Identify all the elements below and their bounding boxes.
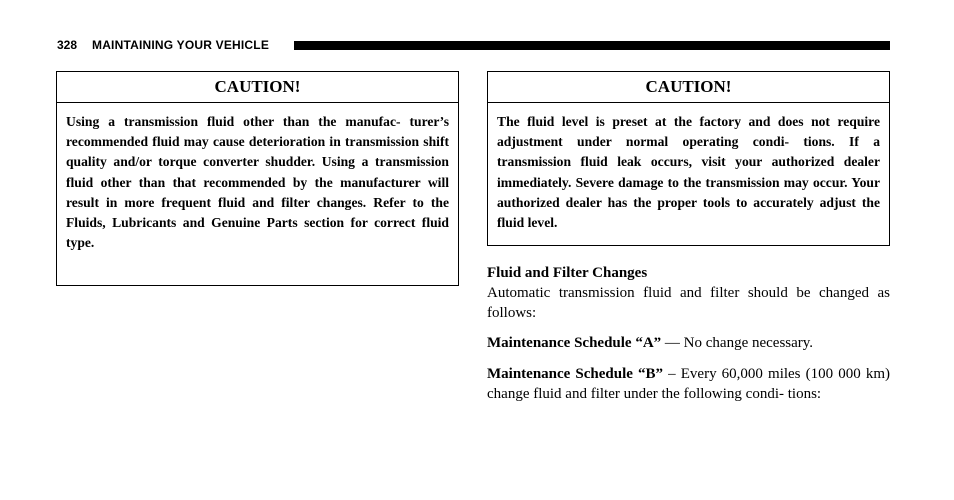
intro-paragraph: Automatic transmission fluid and filter should be changed as follows:: [487, 285, 890, 321]
schedule-a-paragraph: [487, 333, 890, 353]
page-header: [57, 38, 890, 52]
schedule-a-text: — No change necessary.: [661, 335, 814, 351]
schedule-b-text: – Every 60,000 miles (100 000 km) change fluid and filter under the following condi- tions:: [487, 366, 890, 402]
page-number: 328: [57, 38, 78, 52]
section-title: MAINTAINING YOUR VEHICLE: [92, 38, 270, 52]
caution-body: The fluid level is preset at the factory and does not require adjustment under normal operating condi- tions. If a transmission fluid leak occurs, visit your authorized dealer immediately. Severe damage to the transmission may occur. Your authorized dealer has the proper tools to accurately adjust the fluid level.: [497, 114, 880, 231]
caution-box-left: [56, 71, 459, 286]
schedule-b-paragraph: [487, 364, 890, 404]
caution-body: Using a transmission fluid other than the manufac- turer’s recommended fluid may cause deterioration in transmission shift quality and/or torque converter shudder. Using a transmission fluid other than that recommended by the manufacturer will result in more frequent fluid and filter changes. Refer to the Fluids, Lubricants and Genuine Parts section for correct fluid type.: [66, 114, 449, 251]
section-heading: Fluid and Filter Changes: [487, 265, 648, 281]
schedule-b-label: Maintenance Schedule “B”: [487, 366, 664, 382]
caution-title: CAUTION!: [57, 72, 458, 103]
caution-box-right: [487, 71, 890, 246]
caution-title: CAUTION!: [488, 72, 889, 103]
schedule-a-label: Maintenance Schedule “A”: [487, 335, 662, 351]
header-rule: [294, 41, 890, 50]
fluid-filter-section: [487, 263, 890, 323]
